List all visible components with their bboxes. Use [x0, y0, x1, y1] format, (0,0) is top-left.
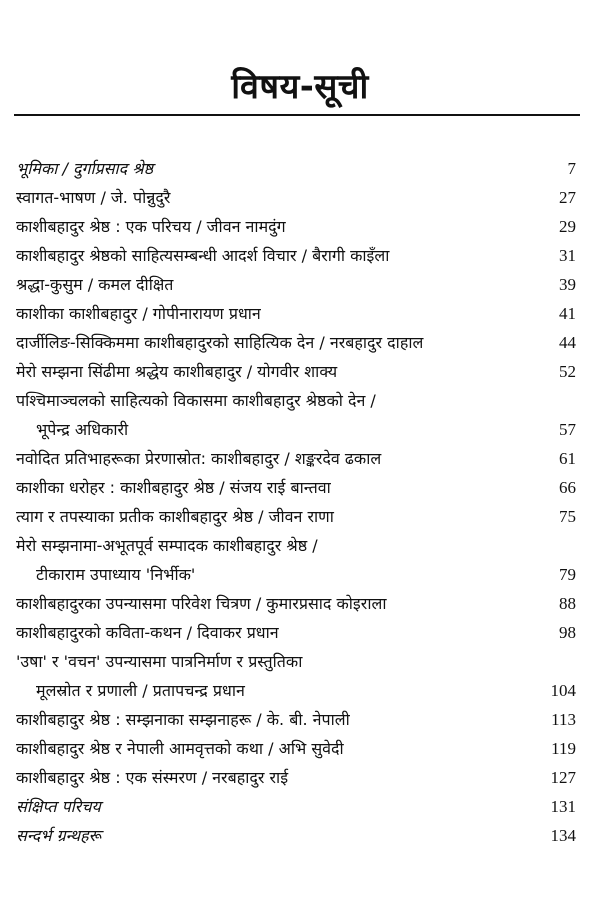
toc-entry-title: मेरो सम्झनामा-अभूतपूर्व सम्पादक काशीबहादुर श्रेष्ठ / [16, 536, 318, 555]
toc-entry-page: 131 [550, 797, 576, 816]
toc-entry-title: पश्चिमाञ्चलको साहित्यको विकासमा काशीबहादुर श्रेष्ठको देन / [16, 391, 376, 410]
toc-entry-page: 104 [550, 681, 576, 700]
toc-entry-page: 29 [559, 217, 576, 236]
toc-entry [16, 502, 576, 531]
toc-entry-title: काशीबहादुर श्रेष्ठको साहित्यसम्बन्धी आदर्श विचार / बैरागी काइँला [16, 246, 390, 265]
toc-entry-page: 39 [559, 275, 576, 294]
toc-entry-title: त्याग र तपस्याका प्रतीक काशीबहादुर श्रेष्ठ / जीवन राणा [16, 507, 334, 526]
toc-entry-page: 127 [550, 768, 576, 787]
toc-entry [16, 618, 576, 647]
toc-entry [16, 386, 576, 415]
toc-entry [16, 357, 576, 386]
toc-entry-title: 'उषा' र 'वचन' उपन्यासमा पात्रनिर्माण र प्रस्तुतिका [16, 652, 303, 671]
toc-entry [16, 589, 576, 618]
toc-entry [16, 734, 576, 763]
toc-entry-title: मूलस्रोत र प्रणाली / प्रतापचन्द्र प्रधान [36, 681, 245, 700]
toc-entry [16, 270, 576, 299]
toc-entry-page: 7 [567, 159, 576, 178]
toc-entry [16, 473, 576, 502]
toc-entry-page: 79 [559, 565, 576, 584]
toc-entry-title: भूमिका / दुर्गाप्रसाद श्रेष्ठ [16, 159, 154, 178]
toc-entry-page: 119 [551, 739, 576, 758]
toc-entry-page: 66 [559, 478, 576, 497]
toc-entry [16, 647, 576, 676]
toc-entry-title: मेरो सम्झना सिंढीमा श्रद्धेय काशीबहादुर / योगवीर शाक्य [16, 362, 338, 381]
toc-entry-page: 31 [559, 246, 576, 265]
toc-entry-title: काशीबहादुर श्रेष्ठ : एक संस्मरण / नरबहादुर राई [16, 768, 289, 787]
toc-entry-title: सन्दर्भ ग्रन्थहरू [16, 826, 102, 845]
toc-entry-title: काशीबहादुर श्रेष्ठ : सम्झनाका सम्झनाहरू / के. बी. नेपाली [16, 710, 350, 729]
toc-entry-title: टीकाराम उपाध्याय 'निर्भीक' [36, 565, 196, 584]
toc-entry-title: संक्षिप्त परिचय [16, 797, 101, 816]
toc-entry [16, 328, 576, 357]
toc-entry-title: काशीबहादुर श्रेष्ठ : एक परिचय / जीवन नामदुंग [16, 217, 286, 236]
toc-entry [16, 415, 576, 444]
toc-entry [16, 299, 576, 328]
toc-entry-title: श्रद्धा-कुसुम / कमल दीक्षित [16, 275, 174, 294]
toc-entry-page: 41 [559, 304, 576, 323]
toc-entry-page: 75 [559, 507, 576, 526]
title-divider [14, 114, 580, 116]
toc-entry [16, 763, 576, 792]
toc-entry-page: 88 [559, 594, 576, 613]
toc-entry-title: दार्जीलिङ-सिक्किममा काशीबहादुरको साहित्यिक देन / नरबहादुर दाहाल [16, 333, 424, 352]
toc-entry-title: काशीका धरोहर : काशीबहादुर श्रेष्ठ / संजय राई बान्तवा [16, 478, 331, 497]
toc-entry [16, 531, 576, 560]
toc-entry-title: स्वागत-भाषण / जे. पोन्नुदुरै [16, 188, 171, 207]
toc-entry-page: 52 [559, 362, 576, 381]
toc-list [16, 154, 576, 850]
toc-entry-page: 61 [559, 449, 576, 468]
toc-entry [16, 705, 576, 734]
toc-entry-title: भूपेन्द्र अधिकारी [36, 420, 129, 439]
toc-entry [16, 676, 576, 705]
toc-entry [16, 560, 576, 589]
page-title: विषय-सूची [231, 67, 369, 107]
toc-entry-page: 27 [559, 188, 576, 207]
toc-entry-title: काशीबहादुर श्रेष्ठ र नेपाली आमवृत्तको कथा / अभि सुवेदी [16, 739, 344, 758]
toc-entry-page: 134 [550, 826, 576, 845]
toc-entry [16, 821, 576, 850]
toc-entry-page: 98 [559, 623, 576, 642]
toc-entry-title: काशीबहादुरका उपन्यासमा परिवेश चित्रण / कुमारप्रसाद कोइराला [16, 594, 387, 613]
toc-entry [16, 241, 576, 270]
toc-entry-page: 57 [559, 420, 576, 439]
toc-entry [16, 183, 576, 212]
toc-entry [16, 212, 576, 241]
toc-entry [16, 792, 576, 821]
toc-entry-title: काशीबहादुरको कविता-कथन / दिवाकर प्रधान [16, 623, 279, 642]
toc-entry-title: नवोदित प्रतिभाहरूका प्रेरणास्रोत: काशीबहादुर / शङ्करदेव ढकाल [16, 449, 382, 468]
toc-entry [16, 154, 576, 183]
toc-entry [16, 444, 576, 473]
toc-entry-page: 113 [551, 710, 576, 729]
toc-entry-title: काशीका काशीबहादुर / गोपीनारायण प्रधान [16, 304, 261, 323]
toc-entry-page: 44 [559, 333, 576, 352]
